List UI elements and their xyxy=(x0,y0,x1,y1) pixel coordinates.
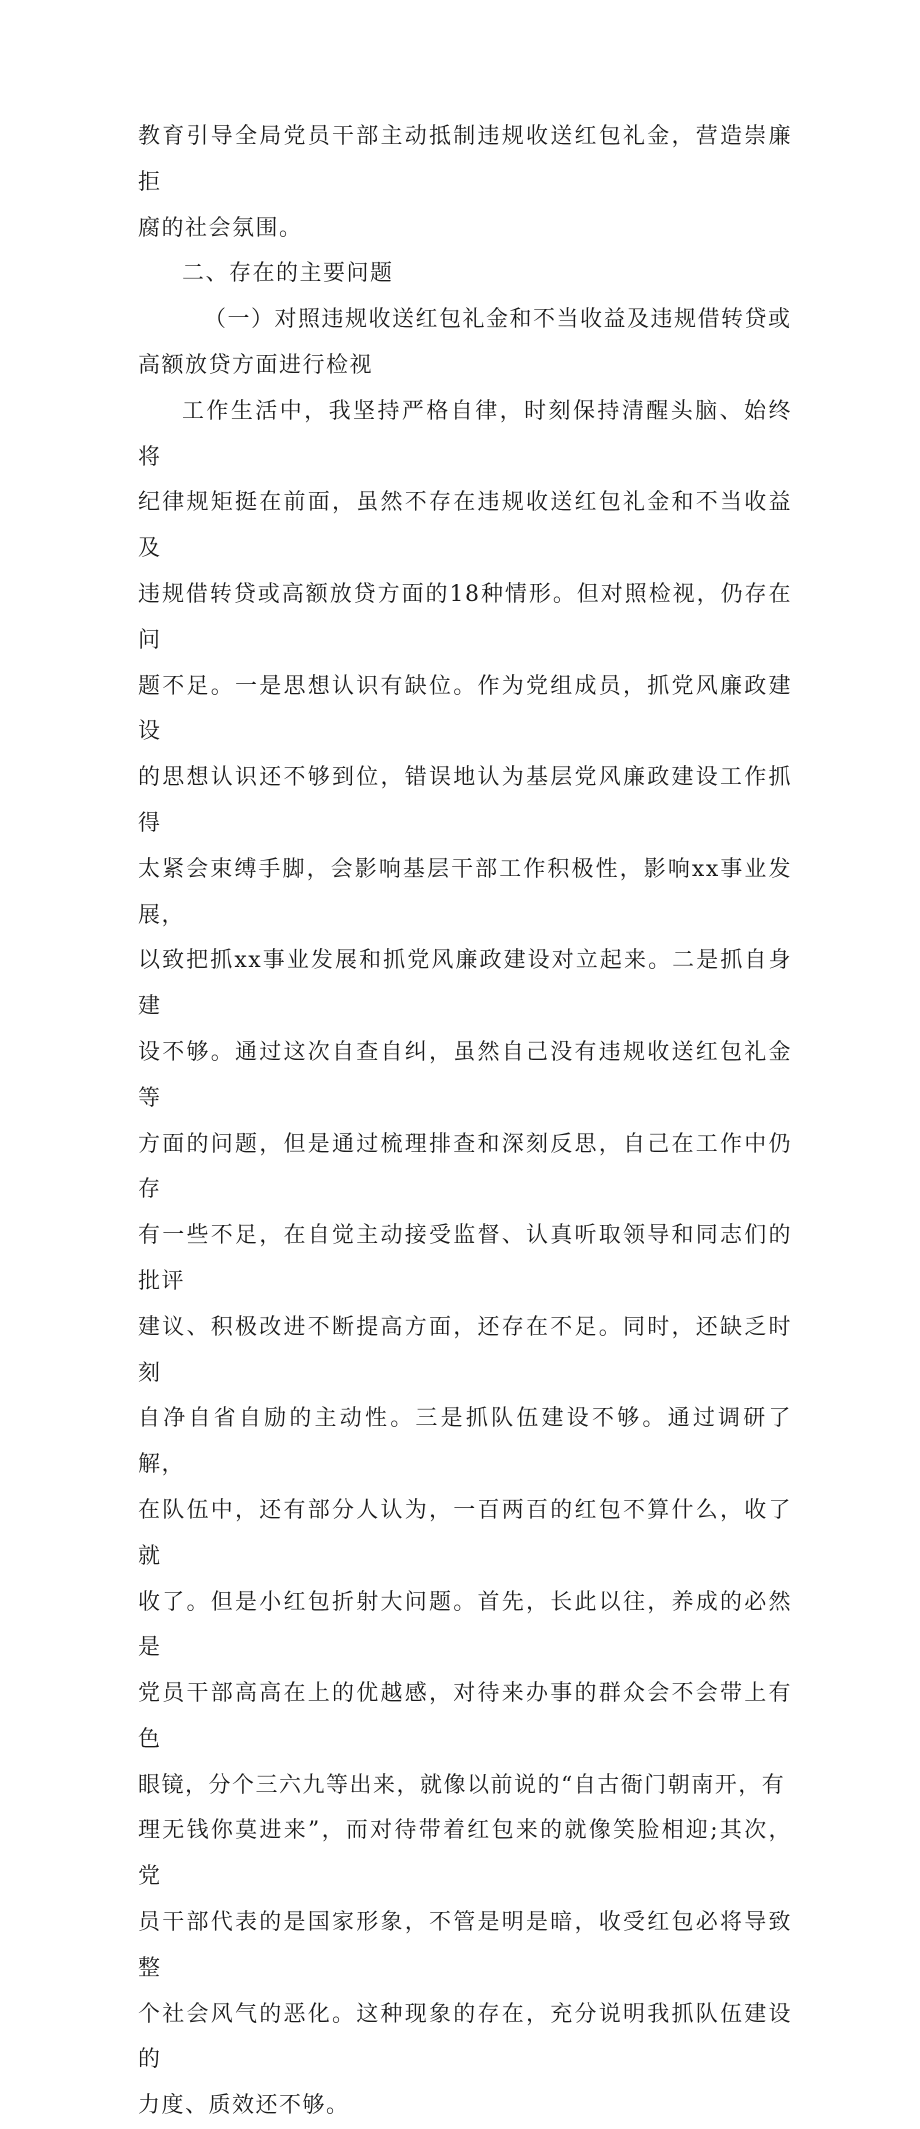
subsection-heading: （一）对照违规收送红包礼金和不当收益及违规借转贷或 高额放贷方面进行检视 xyxy=(138,307,792,378)
body-paragraph: 工作生活中，我坚持严格自律，时刻保持清醒头脑、始终将 纪律规矩挺在前面，虽然不存在违规收送红包礼金和不当收益及 违规借转贷或高额放贷方面的18种情形。但对照检视，仍存在问 题不足。一是思想认识有缺位。作为党组成员，抓党风廉政建设 的思想认识还不够到位，错误地认为基层党风廉政建设工作抓得 太紧会束缚手脚，会影响基层干部工作积极性，影响xx事业发展， 以致把抓xx事业发展和抓党风廉政建设对立起来。二是抓自身建 设不够。通过这次自查自纠，虽然自己没有违规收送红包礼金等 方面的问题，但是通过梳理排查和深刻反思，自己在工作中仍存 有一些不足，在自觉主动接受监督、认真听取领导和同志们的批评 建议、积极改进不断提高方面，还存在不足。同时，还缺乏时刻 自净自省自励的主动性。三是抓队伍建设不够。通过调研了解， 在队伍中，还有部分人认为，一百两百的红包不算什么，收了就 收了。但是小红包折射大问题。首先，长此以往，养成的必然是 党员干部高高在上的优越感，对待来办事的群众会不会带上有色 眼镜，分个三六九等出来，就像以前说的“自古衙门朝南开，有 理无钱你莫进来”，而对待带着红包来的就像笑脸相迎;其次，党 员干部代表的是国家形象，不管是明是暗，收受红包必将导致整 个社会风气的恶化。这种现象的存在，充分说明我抓队伍建设的 力度、质效还不够。 xyxy=(138,398,792,2119)
document-body xyxy=(138,114,792,2129)
section-heading: 二、存在的主要问题 xyxy=(182,261,394,287)
paragraph-continuation: 教育引导全局党员干部主动抵制违规收送红包礼金，营造崇廉拒 腐的社会氛围。 xyxy=(138,124,792,241)
